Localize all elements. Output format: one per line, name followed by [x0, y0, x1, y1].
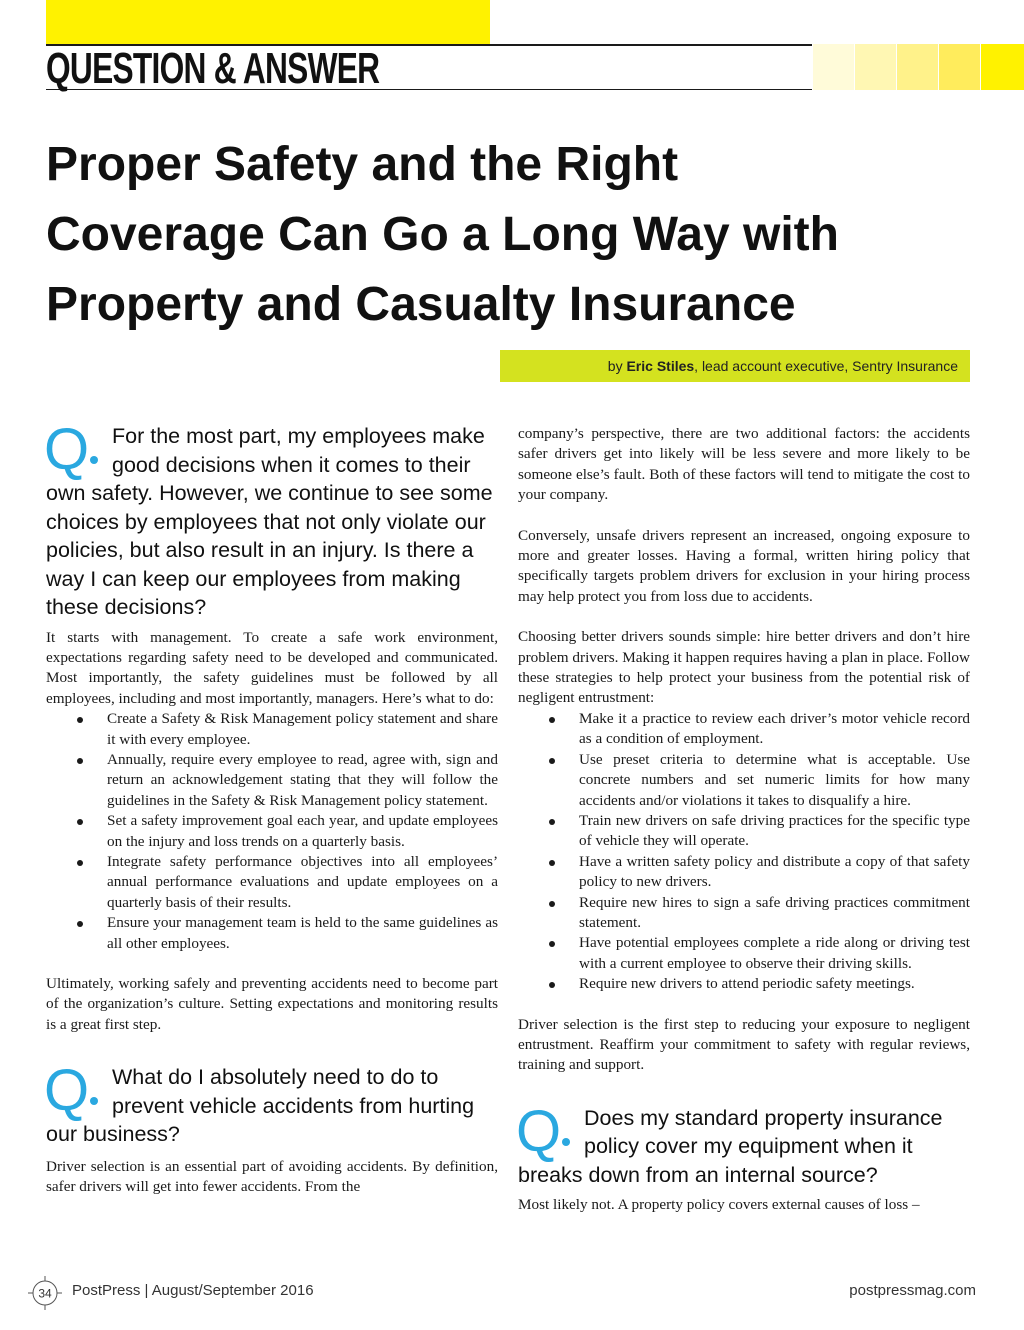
list-item: Set a safety improvement goal each year, and update employees on the injury and loss trends on a quarterly basis. [46, 811, 498, 852]
answer-paragraph: Conversely, unsafe drivers represent an increased, ongoing exposure to more and greater losses. Having a formal, written hiring policy that specifically targets problem drivers for exclusion in your hiring process may help protect you from loss due to accidents. [518, 526, 970, 605]
page-number-crosshair-icon [28, 1276, 62, 1310]
page-number: 34 [38, 1286, 52, 1301]
q2-bullet-list [518, 709, 970, 995]
byline-prefix: by [607, 358, 623, 374]
list-item: Integrate safety performance objectives into all employees’ annual performance evaluations and update employees on a quarterly basis of their results. [46, 852, 498, 913]
list-item: Require new hires to sign a safe driving practices commitment statement. [518, 893, 970, 934]
answer-intro: Most likely not. A property policy covers external causes of loss – [518, 1196, 920, 1214]
list-item: Make it a practice to review each driver’s motor vehicle record as a condition of employment. [518, 709, 970, 750]
footer-publication: PostPress | August/September 2016 [72, 1282, 314, 1299]
question-text: Does my standard property insurance policy cover my equipment when it breaks down from an internal source? [518, 1105, 943, 1187]
left-column [44, 417, 498, 1198]
answer-intro: It starts with management. To create a safe work environment, expectations regarding safety need to be developed and communicated. Most importantly, the safety guidelines must be followed by all employees, including and most importantly, managers. Here’s what to do: [46, 628, 498, 707]
title-line: Property and Casualty Insurance [46, 278, 796, 331]
list-item: Have potential employees complete a ride along or driving test with a current employee to observe their driving skills. [518, 933, 970, 974]
question-3 [516, 1098, 970, 1190]
article-title [46, 130, 976, 340]
answer-continued: company’s perspective, there are two additional factors: the accidents safer drivers get into likely will be less severe and more likely to be someone else’s fault. Both of these factors will tend to mitigate the cost to your company. [518, 425, 970, 504]
title-line: Proper Safety and the Right [46, 138, 679, 191]
question-1 [44, 417, 498, 622]
question-2 [44, 1058, 498, 1149]
answer-intro: Driver selection is an essential part of avoiding accidents. By definition, safer drivers will get into fewer accidents. From the [46, 1157, 498, 1196]
question-text: For the most part, my employees make good decisions when it comes to their own safety. However, we continue to see some choices by employees that not only violate our policies, but also result in an injury. Is there a way I can keep our employees from making these decisions? [46, 424, 493, 619]
swatch [812, 44, 854, 90]
swatch [980, 44, 1024, 90]
list-item: Ensure your management team is held to the same guidelines as all other employees. [46, 913, 498, 954]
q-icon: Q [44, 1063, 106, 1121]
list-item: Annually, require every employee to read, agree with, sign and return an acknowledgement stating that they will follow the guidelines in the Safety & Risk Management policy statement. [46, 750, 498, 811]
answer-conclusion: Ultimately, working safely and preventing accidents need to become part of the organization’s culture. Setting expectations and monitoring results is a great first step. [46, 975, 498, 1033]
swatch [854, 44, 896, 90]
q-icon: Q [516, 1104, 578, 1162]
q-icon: Q [44, 422, 106, 480]
answer-conclusion: Driver selection is the first step to reducing your exposure to negligent entrustment. Reaffirm your commitment to safety with regular reviews, training and support. [518, 1015, 970, 1074]
title-line: Coverage Can Go a Long Way with [46, 208, 839, 261]
swatch [938, 44, 980, 90]
footer-website: postpressmag.com [849, 1282, 976, 1299]
list-item: Require new drivers to attend periodic safety meetings. [518, 974, 970, 994]
author-title: , lead account executive, Sentry Insurance [694, 358, 958, 374]
color-swatches [812, 44, 1024, 90]
swatch [896, 44, 938, 90]
list-item: Create a Safety & Risk Management policy statement and share it with every employee. [46, 709, 498, 750]
list-item: Train new drivers on safe driving practices for the specific type of vehicle they will operate. [518, 811, 970, 852]
right-column [518, 424, 970, 1216]
list-item: Use preset criteria to determine what is acceptable. Use concrete numbers and set numeric limits for how many accidents and/or violations it takes to disqualify a hire. [518, 750, 970, 811]
section-label: QUESTION & ANSWER [46, 44, 380, 93]
page-footer [0, 1272, 1024, 1312]
question-text: What do I absolutely need to do to prevent vehicle accidents from hurting our business? [46, 1065, 475, 1147]
header-accent-bar [46, 0, 490, 44]
section-header [46, 44, 812, 93]
author-name: Eric Stiles [626, 358, 695, 374]
byline [500, 350, 970, 382]
list-item: Have a written safety policy and distribute a copy of that safety policy to new drivers. [518, 852, 970, 893]
answer-paragraph: Choosing better drivers sounds simple: hire better drivers and don’t hire problem drivers. Making it happen requires having a plan in place. Follow these strategies to help protect your business from the potential risk of negligent entrustment: [518, 628, 970, 707]
q1-bullet-list [46, 709, 498, 954]
